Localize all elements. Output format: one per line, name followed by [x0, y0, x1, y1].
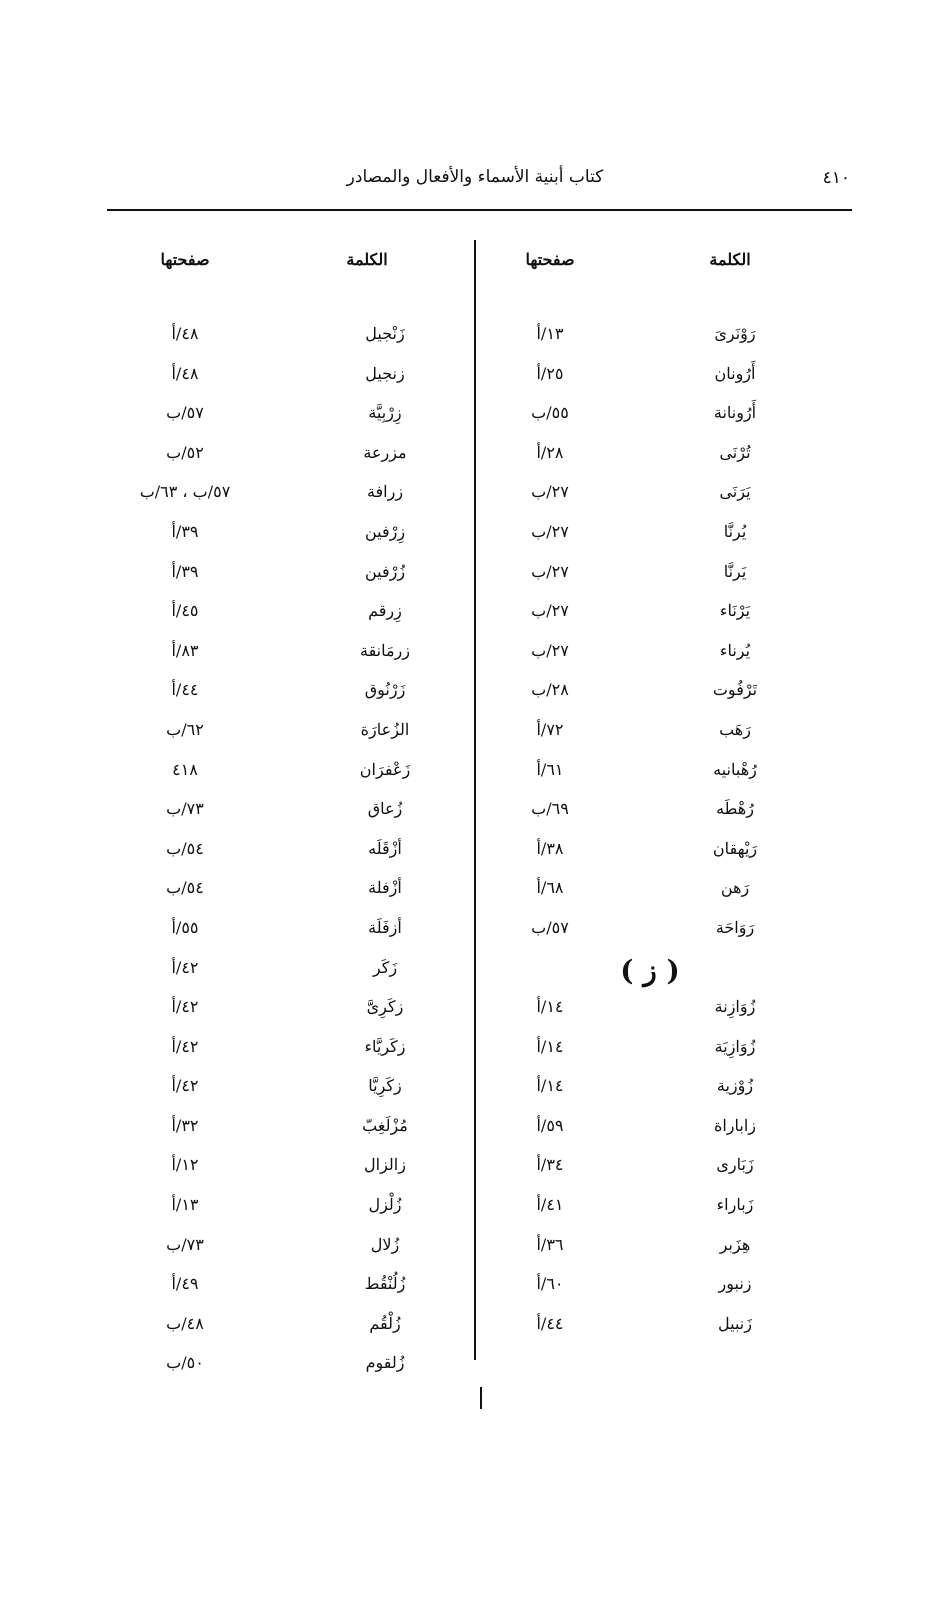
entry-page-ref: ٣٢/أ	[171, 1115, 199, 1135]
page-number: ٤١٠	[822, 168, 850, 188]
left-page-heading: صفحتها	[160, 250, 210, 269]
entry-word: زَعْفرَان	[359, 759, 411, 779]
entry-row	[480, 1272, 820, 1312]
entry-page-ref: ٣٩/أ	[171, 561, 199, 581]
section-heading-row	[480, 953, 820, 996]
entry-page-ref: ٤٩/أ	[171, 1274, 199, 1294]
entry-word: رَوَاحَة	[715, 917, 755, 937]
entry-row	[480, 1114, 820, 1154]
entry-row	[110, 995, 460, 1035]
entry-page-ref: ٤١٨	[172, 759, 198, 779]
entry-row	[110, 1312, 460, 1352]
entry-page-ref: ٢٧/ب	[531, 601, 569, 621]
entry-page-ref: ٤٢/أ	[171, 957, 199, 977]
entry-page-ref: ٥٠/ب	[166, 1353, 204, 1373]
entry-page-ref: ١٤/أ	[536, 1076, 564, 1096]
entry-row	[110, 837, 460, 877]
entry-word: الزُعارَة	[360, 719, 410, 739]
entry-row	[480, 1233, 820, 1273]
entry-page-ref: ٢٧/ب	[531, 561, 569, 581]
entry-word: زَباراء	[716, 1195, 754, 1215]
entry-word: رَهن	[720, 878, 750, 898]
entry-page-ref: ٢٥/أ	[536, 363, 564, 383]
entry-word: زنجيل	[365, 363, 405, 383]
entry-word: زِرقم	[368, 601, 402, 621]
entry-word: يَرْنَاء	[719, 601, 751, 621]
right-entry-list	[480, 322, 820, 1351]
entry-page-ref: ٤٢/أ	[171, 1076, 199, 1096]
entry-row	[480, 362, 820, 402]
right-page-heading: صفحتها	[525, 250, 575, 269]
entry-page-ref: ٤٨/أ	[171, 324, 199, 343]
entry-word: رَوْنَرىَ	[714, 324, 756, 343]
entry-word: يُرناء	[719, 640, 751, 660]
entry-row	[480, 1153, 820, 1193]
entry-word: مُزْلَغِبّ	[362, 1115, 408, 1135]
entry-row	[110, 876, 460, 916]
entry-page-ref: ٥٩/أ	[536, 1115, 564, 1135]
entry-word: زَرْنُوق	[364, 680, 406, 700]
entry-word: يَرنَّا	[723, 561, 747, 581]
entry-word: أَرُونان	[714, 363, 756, 383]
entry-word: زَنبيل	[718, 1313, 752, 1333]
entry-page-ref: ٤٨/ب	[166, 1313, 204, 1333]
entry-page-ref: ١٢/أ	[171, 1155, 199, 1175]
entry-word: رُهْطَه	[716, 799, 754, 819]
entry-row	[480, 678, 820, 718]
entry-row	[480, 916, 820, 956]
entry-word: زُرْفين	[364, 561, 406, 581]
entry-row	[110, 1035, 460, 1075]
entry-word: زاباراة	[713, 1115, 757, 1135]
entry-row	[110, 1153, 460, 1193]
column-divider	[474, 240, 476, 1360]
entry-page-ref: ٤٨/أ	[171, 363, 199, 383]
entry-row	[480, 1312, 820, 1352]
right-word-heading: الكلمة	[709, 250, 751, 269]
entry-word: زُوَازِيَة	[714, 1036, 756, 1056]
entry-page-ref: ٥٤/ب	[166, 878, 204, 898]
section-letter: ( ز )	[620, 953, 680, 987]
entry-row	[110, 520, 460, 560]
entry-row	[480, 1035, 820, 1075]
entry-row	[110, 1272, 460, 1312]
entry-word: تُرْنَى	[719, 442, 751, 462]
running-title: كتاب أبنية الأسماء والأفعال والمصادر	[346, 167, 604, 187]
entry-row	[480, 560, 820, 600]
entry-row	[110, 1074, 460, 1114]
entry-row	[110, 718, 460, 758]
entry-page-ref: ٢٨/أ	[536, 442, 564, 462]
entry-row	[110, 797, 460, 837]
entry-page-ref: ٤٤/أ	[171, 680, 199, 700]
entry-page-ref: ٤٤/أ	[536, 1313, 564, 1333]
entry-page-ref: ٣٩/أ	[171, 521, 199, 541]
entry-word: مزرعة	[363, 442, 407, 462]
entry-row	[480, 480, 820, 520]
entry-page-ref: ٥٥/ب	[531, 403, 569, 423]
entry-word: أزْقَلَه	[368, 838, 402, 858]
entry-word: تَرْفُوت	[712, 680, 758, 700]
entry-row	[480, 441, 820, 481]
entry-word: زكَريَّاء	[364, 1036, 406, 1056]
entry-row	[110, 362, 460, 402]
entry-word: زَنْجيل	[365, 324, 405, 343]
entry-word: زُلُنْقُط	[364, 1274, 406, 1294]
entry-word: رَيْهقان	[712, 838, 758, 858]
entry-row	[110, 480, 460, 520]
entry-page-ref: ٣٤/أ	[536, 1155, 564, 1175]
entry-word: زكَرِيَّا	[368, 1076, 402, 1096]
entry-word: زَبَارى	[716, 1155, 754, 1175]
entry-page-ref: ٥٧/ب	[531, 917, 569, 937]
entry-word: أزفَلَة	[368, 917, 402, 937]
entry-row	[480, 797, 820, 837]
entry-row	[480, 718, 820, 758]
entry-page-ref: ٧٢/أ	[536, 719, 564, 739]
entry-page-ref: ٣٨/أ	[536, 838, 564, 858]
entry-page-ref: ١٣/أ	[171, 1195, 199, 1215]
entry-word: زُلْقُم	[369, 1313, 401, 1333]
entry-row	[480, 322, 820, 362]
entry-word: زكَرِىَّ	[366, 997, 404, 1017]
entry-page-ref: ٧٣/ب	[166, 1234, 204, 1254]
entry-page-ref: ٢٧/ب	[531, 640, 569, 660]
entry-page-ref: ٦٠/أ	[536, 1274, 564, 1294]
entry-word: هِزَبر	[719, 1234, 751, 1254]
header-rule	[107, 209, 852, 211]
entry-word: يَرَنَى	[719, 482, 751, 502]
entry-row	[480, 639, 820, 679]
entry-word: رَهَب	[719, 719, 751, 739]
entry-word: زُلقوم	[365, 1353, 405, 1373]
entry-row	[480, 520, 820, 560]
entry-row	[110, 916, 460, 956]
entry-word: زالزال	[364, 1155, 406, 1175]
entry-row	[110, 1233, 460, 1273]
entry-word: زُلْزل	[368, 1195, 402, 1215]
left-entry-list	[110, 322, 460, 1391]
entry-row	[480, 401, 820, 441]
entry-page-ref: ٨٣/أ	[171, 640, 199, 660]
entry-row	[480, 1193, 820, 1233]
entry-word: زِرْفين	[364, 521, 406, 541]
entry-word: أزْفلة	[368, 878, 402, 898]
entry-word: زُوْزية	[716, 1076, 754, 1096]
entry-page-ref: ٤٢/أ	[171, 1036, 199, 1056]
entry-page-ref: ٦٢/ب	[166, 719, 204, 739]
entry-row	[110, 678, 460, 718]
entry-page-ref: ٥٢/ب	[166, 442, 204, 462]
entry-word: زرافة	[366, 482, 404, 502]
entry-word: زنبور	[718, 1274, 752, 1294]
entry-row	[110, 560, 460, 600]
entry-page-ref: ١٤/أ	[536, 997, 564, 1017]
entry-row	[480, 837, 820, 877]
left-word-heading: الكلمة	[346, 250, 388, 269]
entry-row	[480, 995, 820, 1035]
entry-row	[480, 1074, 820, 1114]
entry-word: زُعاق	[367, 799, 403, 819]
entry-row	[110, 401, 460, 441]
entry-word: زُلال	[370, 1234, 400, 1254]
entry-page-ref: ٤٥/أ	[171, 601, 199, 621]
entry-word: رُهْبانيه	[713, 759, 757, 779]
entry-page-ref: ٥٥/أ	[171, 917, 199, 937]
entry-page-ref: ٢٨/ب	[531, 680, 569, 700]
entry-word: زِرْبِيَّة	[368, 403, 402, 423]
entry-row	[480, 758, 820, 798]
entry-page-ref: ٥٧/ب ، ٦٣/ب	[139, 482, 231, 502]
entry-word: أَرُونانة	[713, 403, 757, 423]
entry-page-ref: ٣٦/أ	[536, 1234, 564, 1254]
column-divider-tail	[480, 1387, 482, 1409]
entry-page-ref: ٤١/أ	[536, 1195, 564, 1215]
entry-row	[110, 956, 460, 996]
entry-page-ref: ٥٤/ب	[166, 838, 204, 858]
entry-page-ref: ١٤/أ	[536, 1036, 564, 1056]
entry-page-ref: ٤٢/أ	[171, 997, 199, 1017]
entry-row	[110, 599, 460, 639]
entry-row	[110, 1114, 460, 1154]
entry-page-ref: ٦٩/ب	[531, 799, 569, 819]
entry-word: زرمَانقة	[359, 640, 411, 660]
entry-row	[110, 639, 460, 679]
entry-page-ref: ٢٧/ب	[531, 482, 569, 502]
entry-row	[480, 876, 820, 916]
entry-page-ref: ٧٣/ب	[166, 799, 204, 819]
entry-page-ref: ٢٧/ب	[531, 521, 569, 541]
entry-row	[110, 1351, 460, 1391]
entry-row	[110, 322, 460, 362]
entry-page-ref: ١٣/أ	[536, 324, 564, 343]
entry-row	[110, 441, 460, 481]
entry-page-ref: ٦٨/أ	[536, 878, 564, 898]
entry-row	[110, 758, 460, 798]
entry-page-ref: ٦١/أ	[536, 759, 564, 779]
entry-word: زَكَر	[372, 957, 398, 977]
entry-word: يُرنَّا	[723, 521, 747, 541]
entry-row	[110, 1193, 460, 1233]
entry-word: زُوَازِنة	[714, 997, 756, 1017]
entry-page-ref: ٥٧/ب	[166, 403, 204, 423]
entry-row	[480, 599, 820, 639]
